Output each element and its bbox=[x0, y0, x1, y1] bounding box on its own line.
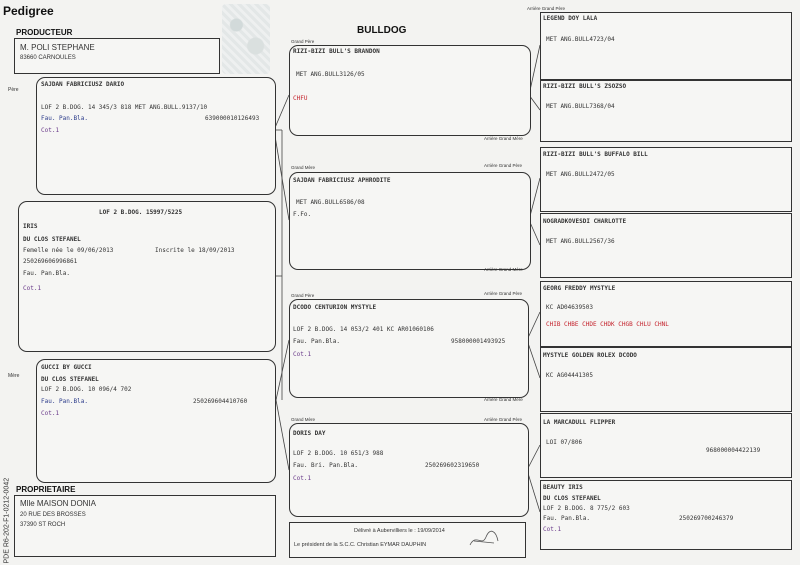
great-grandparent-box-5 bbox=[540, 281, 792, 347]
maternal-grandmother-box bbox=[289, 423, 529, 517]
label-arr-grand-pere-4: Arrière Grand Père bbox=[484, 417, 523, 422]
subject-cot: Cot.1 bbox=[23, 285, 42, 292]
mother-chip: 250269604410760 bbox=[193, 398, 248, 405]
ggp4-name: NOGRADKOVESDI CHARLOTTE bbox=[543, 218, 627, 225]
producer-address: 83660 CARNOULES bbox=[20, 55, 76, 61]
label-arr-grand-mere-3: Arrière Grand Mère bbox=[484, 397, 523, 402]
mother-cot: Cot.1 bbox=[41, 410, 60, 417]
maternal-grandfather-colour: Fau. Pan.Bla. bbox=[293, 338, 340, 345]
mother-name: GUCCI BY GUCCI bbox=[41, 364, 92, 371]
maternal-grandfather-chip: 958000001493925 bbox=[451, 338, 506, 345]
maternal-grandfather-reg: LOF 2 B.DOG. 14 053/2 401 KC AR01060106 bbox=[293, 326, 434, 333]
label-grand-pere-2: Grand Père bbox=[291, 293, 315, 298]
ggp5-name: GEORG FREDDY MYSTYLE bbox=[543, 285, 616, 292]
subject-inscription: Inscrite le 18/09/2013 bbox=[155, 247, 235, 254]
ggp1-name: LEGEND DOY LALA bbox=[543, 15, 598, 22]
paternal-grandfather-reg: MET ANG.BULL3126/05 bbox=[296, 71, 365, 78]
maternal-grandfather-cot: Cot.1 bbox=[293, 351, 312, 358]
owner-box bbox=[14, 495, 276, 557]
label-grand-mere-2: Grand Mère bbox=[291, 417, 316, 422]
producer-label: PRODUCTEUR bbox=[16, 28, 73, 37]
ggp8-cot: Cot.1 bbox=[543, 526, 562, 533]
paternal-grandmother-name: SAJDAN FABRICIUSZ APHRODITE bbox=[293, 177, 391, 184]
ggp8-colour: Fau. Pan.Bla. bbox=[543, 515, 590, 522]
breed-title: BULLDOG bbox=[357, 25, 407, 36]
ggp7-chip: 968000004422139 bbox=[706, 447, 761, 454]
great-grandparent-box-7 bbox=[540, 413, 792, 478]
great-grandparent-box-3 bbox=[540, 147, 792, 212]
subject-affix: DU CLOS STEFANEL bbox=[23, 236, 81, 243]
paternal-grandfather-box bbox=[289, 45, 531, 136]
mother-affix: DU CLOS STEFANEL bbox=[41, 376, 99, 383]
page-title: Pedigree bbox=[3, 4, 54, 18]
mother-box bbox=[36, 359, 276, 483]
certification-date: Délivré à Aubervilliers le : 19/09/2014 bbox=[354, 528, 445, 534]
ggp7-name: LA MARCADULL FLIPPER bbox=[543, 419, 616, 426]
ggp3-name: RIZI-BIZI BULL'S BUFFALO BILL bbox=[543, 151, 648, 158]
ggp8-affix: DU CLOS STEFANEL bbox=[543, 495, 601, 502]
ggp8-name: BEAUTY IRIS bbox=[543, 484, 583, 491]
owner-label: PROPRIETAIRE bbox=[16, 485, 76, 494]
ggp6-reg: KC AG04441305 bbox=[546, 372, 593, 379]
producer-box bbox=[14, 38, 220, 74]
paternal-grandmother-box bbox=[289, 172, 531, 270]
father-chip: 639000010126493 bbox=[205, 115, 260, 122]
owner-name: Mlle MAISON DONIA bbox=[20, 499, 97, 508]
father-box bbox=[36, 77, 276, 195]
maternal-grandmother-chip: 250269602319650 bbox=[425, 462, 480, 469]
ggp5-titles: CHIB CHBE CHDE CHDK CHGB CHLU CHNL bbox=[546, 321, 669, 328]
owner-address-line1: 20 RUE DES BROSSES bbox=[20, 512, 86, 518]
side-reference-code: PDE R6-202-F1-0212-0042 bbox=[3, 477, 11, 564]
paternal-grandmother-colour: F.Fo. bbox=[293, 211, 312, 218]
maternal-grandfather-box bbox=[289, 299, 529, 398]
ggp8-reg: LOF 2 B.DOG. 8 775/2 603 bbox=[543, 505, 630, 512]
subject-chip: 250269606996861 bbox=[23, 258, 78, 265]
father-colour: Fau. Pan.Bla. bbox=[41, 115, 88, 122]
label-arr-grand-pere-2: Arrière Grand Père bbox=[484, 163, 523, 168]
great-grandparent-box-6 bbox=[540, 347, 792, 412]
label-grand-mere-1: Grand Mère bbox=[291, 165, 316, 170]
ggp3-reg: MET ANG.BULL2472/05 bbox=[546, 171, 615, 178]
owner-address-line2: 37390 ST ROCH bbox=[20, 522, 66, 528]
label-arr-grand-mere-1: Arrière Grand Mère bbox=[484, 136, 523, 141]
ggp8-chip: 250269700246379 bbox=[679, 515, 734, 522]
ggp6-name: MYSTYLE GOLDEN ROLEX DCODO bbox=[543, 352, 637, 359]
paternal-grandfather-title: CHFU bbox=[293, 95, 308, 102]
paternal-grandmother-reg: MET ANG.BULL6586/08 bbox=[296, 199, 365, 206]
maternal-grandmother-reg: LOF 2 B.DOG. 10 651/3 988 bbox=[293, 450, 384, 457]
subject-colour: Fau. Pan.Bla. bbox=[23, 270, 70, 277]
father-name: SAJDAN FABRICIUSZ DARIO bbox=[41, 81, 125, 88]
maternal-grandmother-cot: Cot.1 bbox=[293, 475, 312, 482]
great-grandparent-box-2 bbox=[540, 80, 792, 142]
ggp1-reg: MET ANG.BULL4723/04 bbox=[546, 36, 615, 43]
label-grand-pere-1: Grand Père bbox=[291, 39, 315, 44]
signature-icon bbox=[468, 527, 500, 551]
ggp4-reg: MET ANG.BULL2567/36 bbox=[546, 238, 615, 245]
great-grandparent-box-4 bbox=[540, 213, 792, 278]
label-arr-grand-pere-1: Arrière Grand Père bbox=[527, 6, 566, 11]
certification-president: Le président de la S.C.C. Christian EYMAR DAUPHIN bbox=[294, 542, 427, 548]
producer-name: M. POLI STEPHANE bbox=[20, 43, 95, 52]
certification-box bbox=[289, 522, 526, 558]
subject-birth: Femelle née le 09/06/2013 bbox=[23, 247, 114, 254]
subject-box bbox=[18, 201, 276, 352]
mother-colour: Fau. Pan.Bla. bbox=[41, 398, 88, 405]
subject-name: IRIS bbox=[23, 223, 38, 230]
label-arr-grand-pere-3: Arrière Grand Père bbox=[484, 291, 523, 296]
maternal-grandmother-colour: Fau. Bri. Pan.Bla. bbox=[293, 462, 359, 469]
great-grandparent-box-8 bbox=[540, 480, 792, 550]
great-grandparent-box-1 bbox=[540, 12, 792, 80]
father-label: Père bbox=[8, 87, 19, 93]
ggp2-name: RIZI-BIZI BULL'S ZSOZSO bbox=[543, 83, 627, 90]
father-registration: LOF 2 B.DOG. 14 345/3 818 MET ANG.BULL.9137/10 bbox=[41, 104, 208, 111]
ggp2-reg: MET ANG.BULL7368/04 bbox=[546, 103, 615, 110]
maternal-grandfather-name: DCODO CENTURION MYSTYLE bbox=[293, 304, 377, 311]
scc-watermark-logo bbox=[222, 4, 270, 74]
paternal-grandfather-name: RIZI-BIZI BULL'S BRANDON bbox=[293, 48, 380, 55]
subject-lof: LOF 2 B.DOG. 15997/5225 bbox=[99, 209, 183, 216]
ggp7-reg: LOI 07/806 bbox=[546, 439, 583, 446]
mother-label: Mère bbox=[8, 373, 20, 379]
ggp5-reg: KC AD04639503 bbox=[546, 304, 593, 311]
maternal-grandmother-name: DORIS DAY bbox=[293, 430, 326, 437]
father-cot: Cot.1 bbox=[41, 127, 60, 134]
label-arr-grand-mere-2: Arrière Grand Mère bbox=[484, 267, 523, 272]
mother-registration: LOF 2 B.DOG. 10 096/4 702 bbox=[41, 386, 132, 393]
